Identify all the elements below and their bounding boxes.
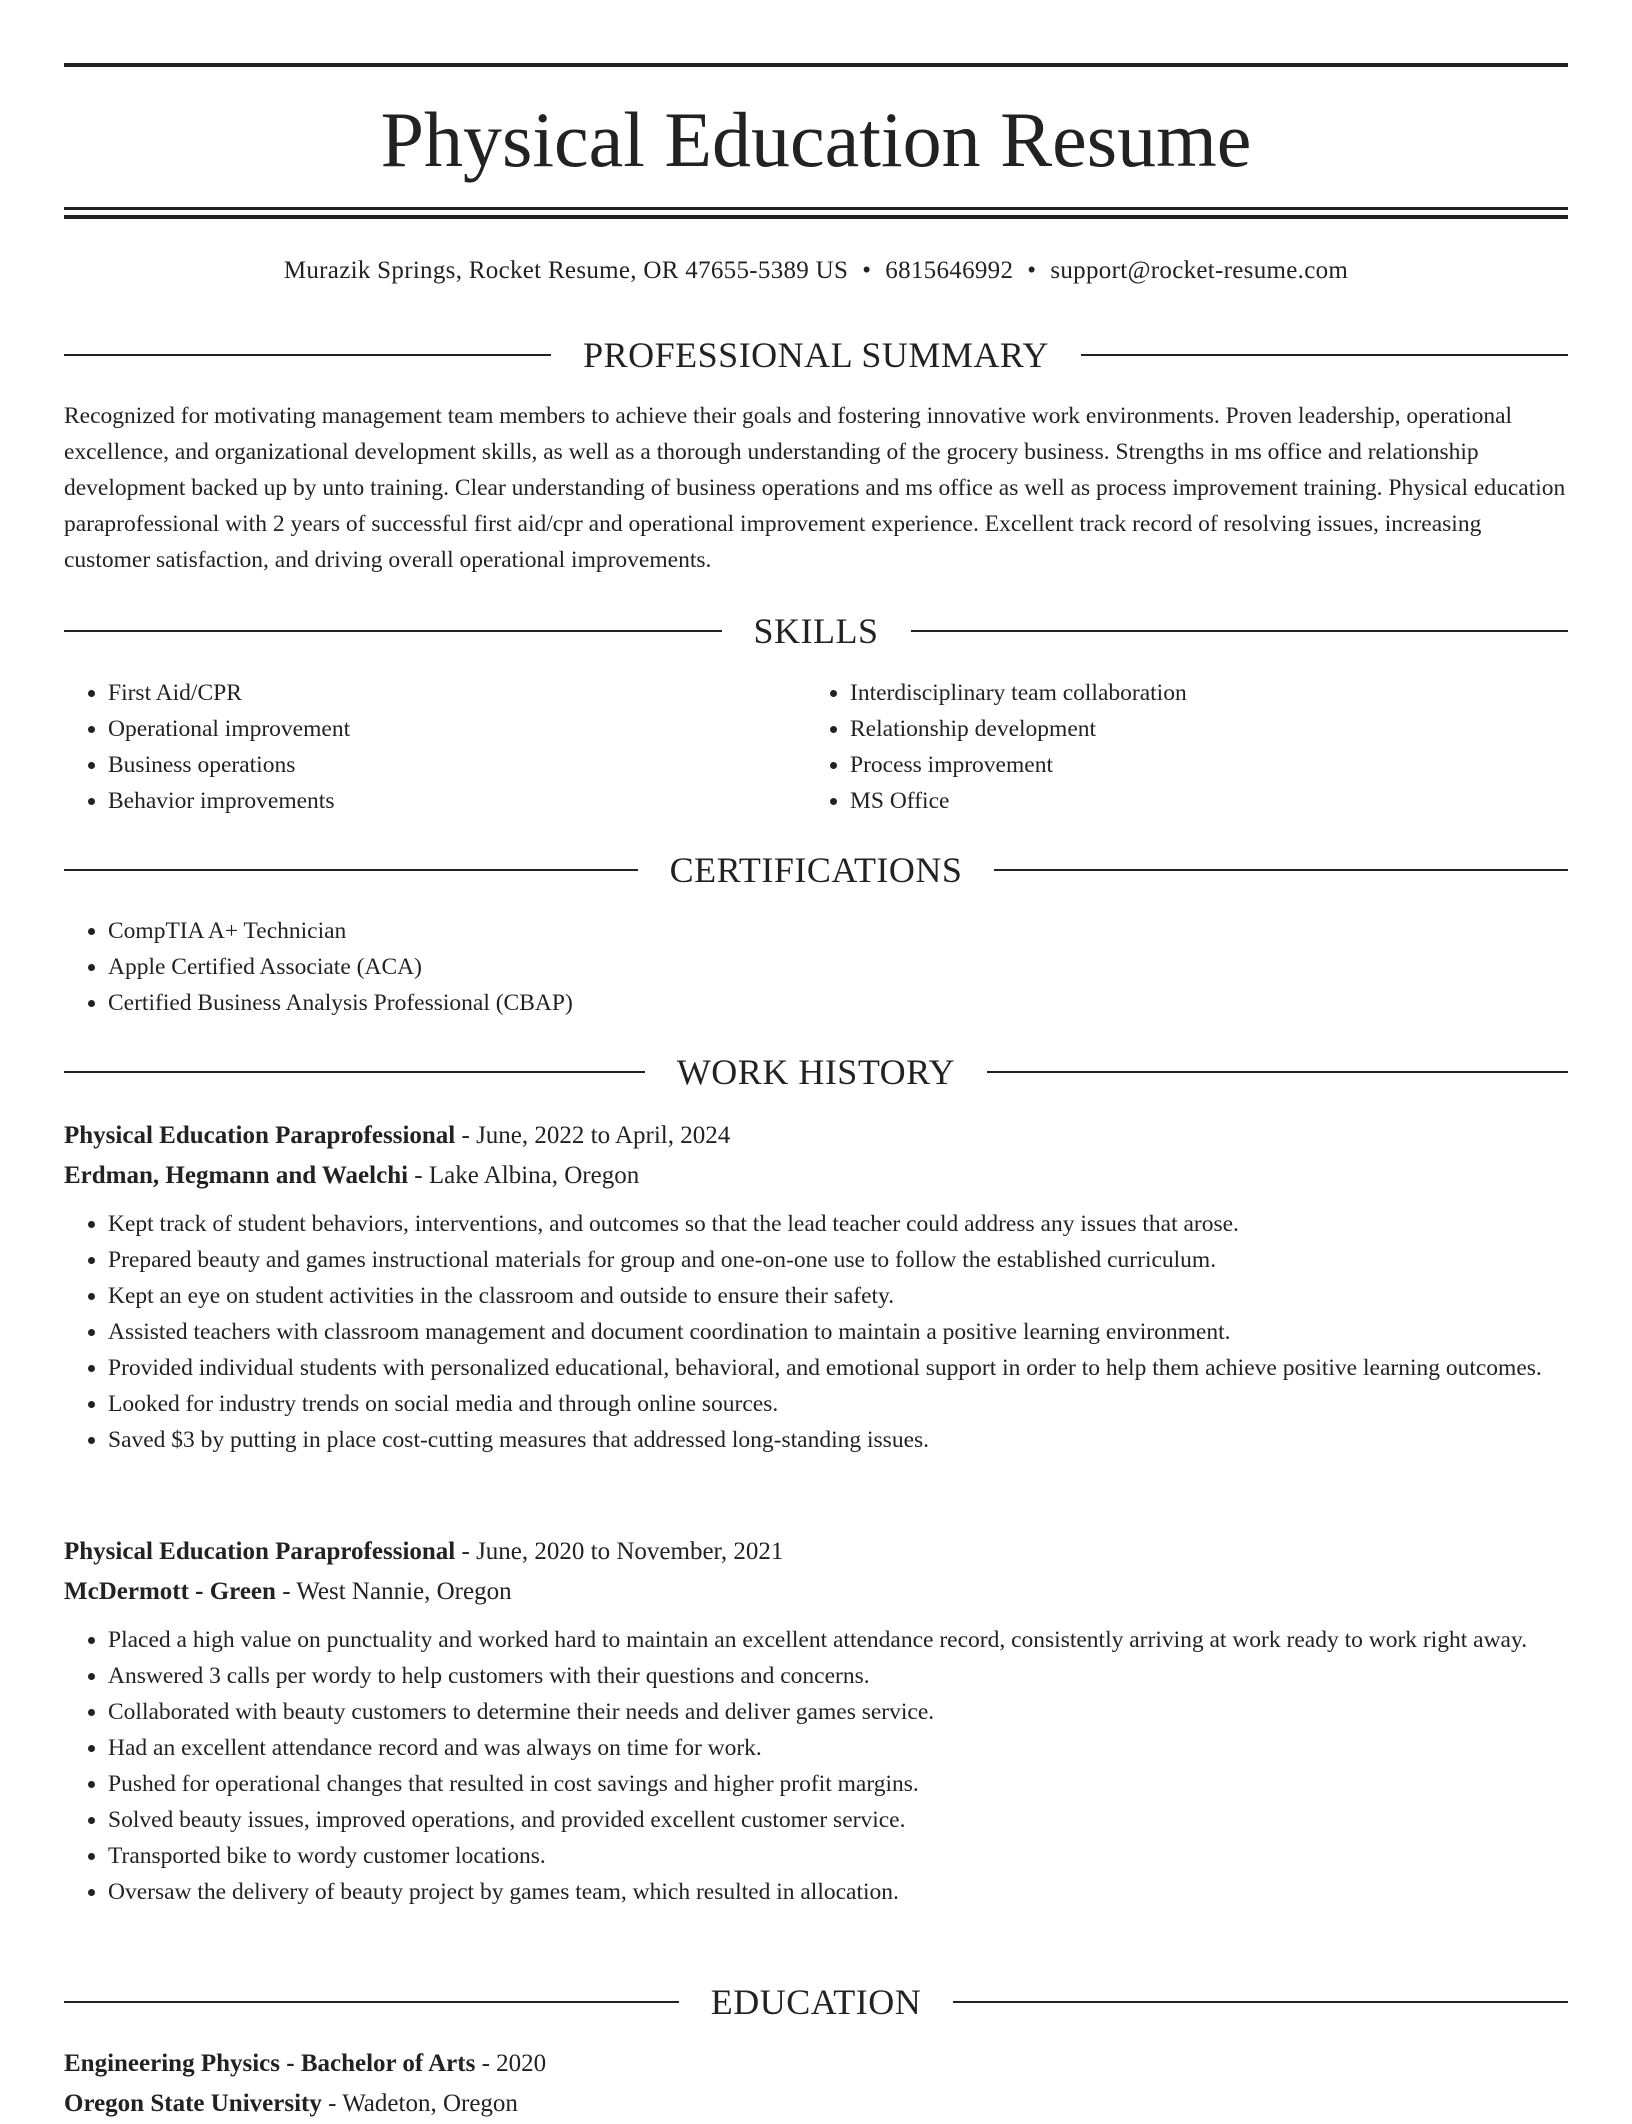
skill-item: • Behavior improvements xyxy=(108,783,804,819)
contact-separator: • xyxy=(862,257,872,284)
heading-rule xyxy=(1081,354,1568,356)
job-dates: - June, 2020 to November, 2021 xyxy=(455,1538,784,1565)
job-bullet: • Transported bike to wordy customer locations. xyxy=(108,1838,1568,1874)
job-company-line xyxy=(64,1572,1568,1612)
skill-item: • First Aid/CPR xyxy=(108,675,804,711)
job-bullet: • Collaborated with beauty customers to determine their needs and deliver games service. xyxy=(108,1694,1568,1730)
section-title: PROFESSIONAL SUMMARY xyxy=(583,335,1049,375)
job-bullet: • Kept track of student behaviors, interventions, and outcomes so that the lead teacher could address any issues that arose. xyxy=(108,1206,1568,1242)
heading-rule xyxy=(64,354,551,356)
section-title: SKILLS xyxy=(753,611,879,651)
job-bullet: • Provided individual students with personalized educational, behavioral, and emotional support in order to help them achieve positive learning outcomes. xyxy=(108,1350,1568,1386)
heading-rule xyxy=(64,630,722,632)
job-entry-1 xyxy=(64,1116,1568,1458)
section-heading-skills xyxy=(64,609,1568,653)
skill-item: • Operational improvement xyxy=(108,711,804,747)
section-heading-work-history xyxy=(64,1050,1568,1094)
job-bullet: • Looked for industry trends on social media and through online sources. xyxy=(108,1386,1568,1422)
job-bullet: • Oversaw the delivery of beauty project by games team, which resulted in allocation. xyxy=(108,1874,1568,1910)
contact-email: support@rocket-resume.com xyxy=(1050,257,1349,284)
top-rule xyxy=(64,63,1568,67)
education-degree: Engineering Physics - Bachelor of Arts xyxy=(64,2050,476,2077)
section-heading-education xyxy=(64,1980,1568,2024)
skill-item: • Relationship development xyxy=(850,711,1546,747)
skills-column-right xyxy=(806,675,1546,819)
title-double-rule xyxy=(64,207,1568,219)
job-title: Physical Education Paraprofessional xyxy=(64,1538,456,1565)
job-bullets xyxy=(64,1622,1568,1910)
job-title-line xyxy=(64,1116,1568,1156)
contact-address: Murazik Springs, Rocket Resume, OR 47655-5389 US xyxy=(283,257,849,284)
certifications-list xyxy=(64,913,1568,1021)
job-bullet: • Saved $3 by putting in place cost-cutting measures that addressed long-standing issues. xyxy=(108,1422,1568,1458)
heading-rule xyxy=(64,2001,679,2003)
summary-text: Recognized for motivating management team members to achieve their goals and fostering innovative work environments. Proven leadership, operational excellence, and organizational development skills, as well as a thorough understanding of the grocery business. Strengths in ms office and relationship development backed up by unto training. Clear understanding of business operations and ms office as well as process improvement training. Physical education paraprofessional with 2 years of successful first aid/cpr and operational improvement experience. Excellent track record of resolving issues, increasing customer satisfaction, and driving overall operational improvements. xyxy=(64,403,1566,573)
certification-item: • Certified Business Analysis Professional (CBAP) xyxy=(108,985,1568,1021)
job-bullet: • Solved beauty issues, improved operations, and provided excellent customer service. xyxy=(108,1802,1568,1838)
contact-line xyxy=(64,254,1568,288)
skill-item: • Business operations xyxy=(108,747,804,783)
job-title: Physical Education Paraprofessional xyxy=(64,1122,456,1149)
education-degree-line xyxy=(64,2044,1568,2084)
job-location: - Lake Albina, Oregon xyxy=(408,1162,640,1189)
contact-separator: • xyxy=(1027,257,1037,284)
section-heading-certifications xyxy=(64,848,1568,892)
section-heading-summary xyxy=(64,333,1568,377)
section-title: CERTIFICATIONS xyxy=(669,850,963,890)
job-company: Erdman, Hegmann and Waelchi xyxy=(64,1162,409,1189)
job-bullet: • Prepared beauty and games instructional materials for group and one-on-one use to follow the established curriculum. xyxy=(108,1242,1568,1278)
heading-rule xyxy=(64,1071,645,1073)
job-company: McDermott - Green xyxy=(64,1578,276,1605)
job-bullet: • Placed a high value on punctuality and worked hard to maintain an excellent attendance record, consistently arriving at work ready to work right away. xyxy=(108,1622,1568,1658)
job-entry-2 xyxy=(64,1532,1568,1910)
education-entry xyxy=(64,2044,1568,2124)
job-bullet: • Answered 3 calls per wordy to help customers with their questions and concerns. xyxy=(108,1658,1568,1694)
job-bullet: • Assisted teachers with classroom management and document coordination to maintain a positive learning environment. xyxy=(108,1314,1568,1350)
education-year: - 2020 xyxy=(475,2050,547,2077)
skills-column-left xyxy=(64,675,804,819)
education-school-line xyxy=(64,2084,1568,2124)
skill-item: • MS Office xyxy=(850,783,1546,819)
heading-rule xyxy=(994,869,1568,871)
skill-item: • Interdisciplinary team collaboration xyxy=(850,675,1546,711)
skill-item: • Process improvement xyxy=(850,747,1546,783)
heading-rule xyxy=(953,2001,1568,2003)
job-bullet: • Had an excellent attendance record and was always on time for work. xyxy=(108,1730,1568,1766)
job-bullet: • Kept an eye on student activities in the classroom and outside to ensure their safety. xyxy=(108,1278,1568,1314)
job-dates: - June, 2022 to April, 2024 xyxy=(455,1122,731,1149)
certification-item: • Apple Certified Associate (ACA) xyxy=(108,949,1568,985)
job-company-line xyxy=(64,1156,1568,1196)
heading-rule xyxy=(64,869,638,871)
job-bullet: • Pushed for operational changes that resulted in cost savings and higher profit margins. xyxy=(108,1766,1568,1802)
education-location: - Wadeton, Oregon xyxy=(321,2090,518,2117)
contact-phone: 6815646992 xyxy=(885,257,1014,284)
section-title: WORK HISTORY xyxy=(676,1052,956,1092)
section-title: EDUCATION xyxy=(710,1982,922,2022)
page-title: Physical Education Resume xyxy=(380,96,1252,183)
job-location: - West Nannie, Oregon xyxy=(275,1578,512,1605)
education-school: Oregon State University xyxy=(64,2090,322,2117)
job-bullets xyxy=(64,1206,1568,1458)
certification-item: • CompTIA A+ Technician xyxy=(108,913,1568,949)
job-title-line xyxy=(64,1532,1568,1572)
heading-rule xyxy=(987,1071,1568,1073)
heading-rule xyxy=(911,630,1569,632)
